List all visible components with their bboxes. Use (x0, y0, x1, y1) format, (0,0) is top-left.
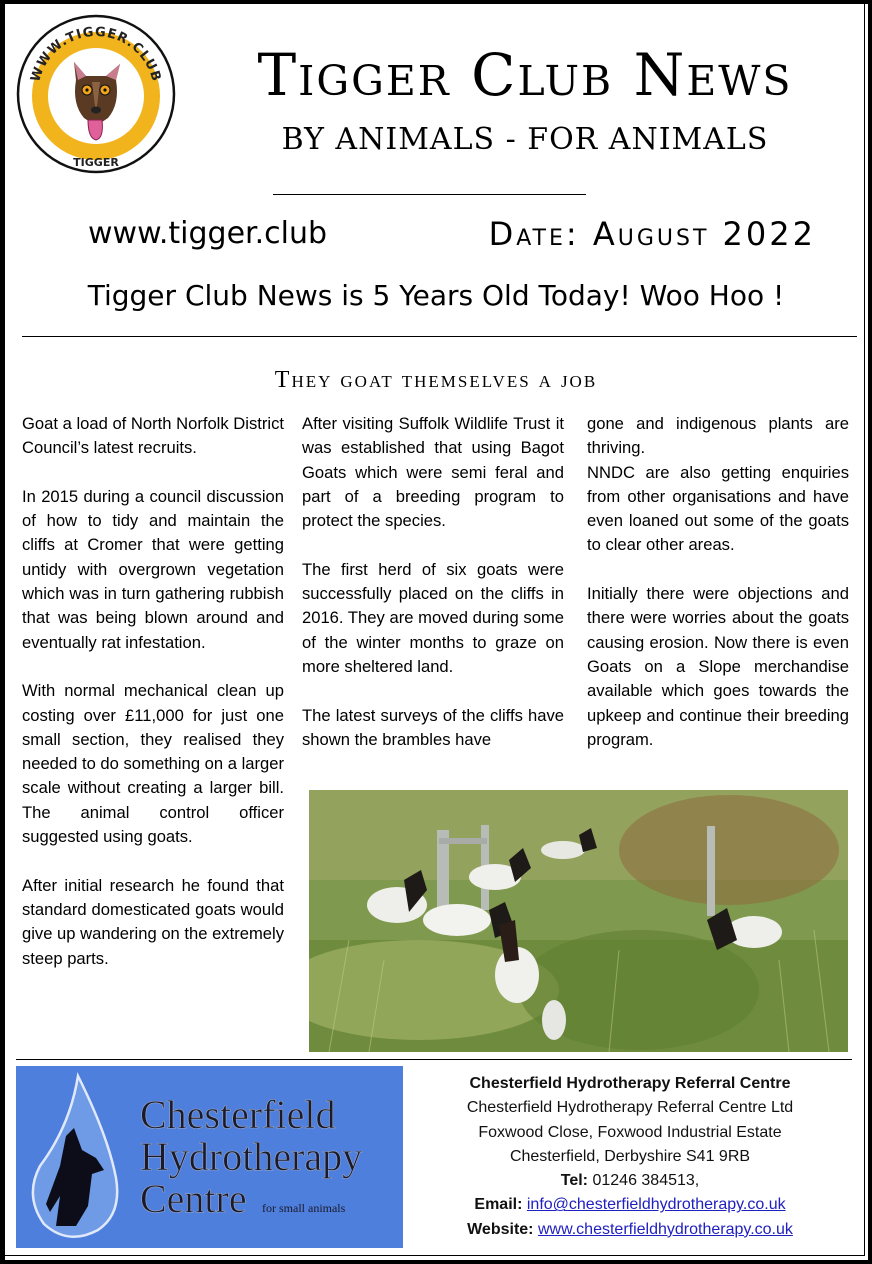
article-paragraph: NNDC are also getting enquiries from other organisations and have even loaned out some of the goats to clear other areas. (587, 462, 849, 555)
sponsor-company: Chesterfield Hydrotherapy Referral Centre Ltd (466, 1099, 794, 1117)
logo-ring-text-bottom: TIGGER (73, 156, 119, 169)
article-paragraph: With normal mechanical clean up costing over £11,000 for just one small section, they realised they needed to do something on a larger scale without creating a larger bill. The animal control officer suggested using goats. (22, 681, 284, 847)
page-border-top (0, 0, 872, 4)
anniversary-banner: Tigger Club News is 5 Years Old Today! Woo Hoo ! (87, 279, 785, 312)
tel-label: Tel: (560, 1172, 589, 1190)
article-paragraph: Goat a load of North Norfolk District Council’s latest recruits. (22, 414, 284, 458)
page-border-bottom (0, 1260, 872, 1264)
issue-date: Date: August 2022 (488, 215, 816, 253)
title-divider (273, 194, 586, 195)
footer-divider (16, 1059, 852, 1060)
page-border-bottom-inner (5, 1255, 865, 1256)
sponsor-tel (420, 1169, 840, 1193)
article-headline: They goat themselves a job (274, 367, 598, 393)
article-column-3 (587, 412, 849, 776)
page-border-right-inner (864, 4, 865, 1256)
header-divider (22, 336, 857, 337)
newsletter-title: Tigger Club News (257, 41, 793, 109)
article-paragraph: The latest surveys of the cliffs have shown the brambles have (302, 705, 564, 749)
sponsor-address-line-1: Foxwood Close, Foxwood Industrial Estate (478, 1123, 782, 1141)
svg-text:TIGGER (73, 156, 119, 169)
website-label: Website: (467, 1220, 534, 1238)
newsletter-subtitle: BY ANIMALS - FOR ANIMALS (281, 122, 769, 157)
goats-on-cliff-photo (309, 790, 848, 1052)
page-border-right (868, 0, 872, 1264)
article-paragraph: The first herd of six goats were successfully placed on the cliffs in 2016. They are moved during some of the winter months to graze on more sheltered land. (302, 559, 564, 676)
sponsor-address-line-2: Chesterfield, Derbyshire S41 9RB (509, 1147, 751, 1165)
article-paragraph: Initially there were objections and there were worries about the goats causing erosion. Now there is even Goats on a Slope merchandise available which goes towards the upkeep and continue their breeding program. (587, 584, 849, 749)
logo-ring-text-top: WWW.TIGGER.CLUB (28, 24, 164, 84)
sponsor-email (420, 1193, 840, 1217)
tel-number: 01246 384513, (592, 1172, 700, 1190)
sponsor-logo-line-3: Centre (140, 1176, 247, 1221)
article-paragraph: After initial research he found that standard domesticated goats would give up wandering on the extremely steep parts. (22, 875, 284, 968)
sponsor-website (420, 1218, 840, 1242)
article-column-2 (302, 412, 564, 776)
email-label: Email: (474, 1196, 523, 1214)
sponsor-logo-tagline: for small animals (262, 1201, 346, 1215)
page-border-left (0, 0, 5, 1264)
email-link[interactable]: info@chesterfieldhydrotherapy.co.uk (526, 1196, 786, 1214)
sponsor-name: Chesterfield Hydrotherapy Referral Centre (469, 1075, 791, 1092)
website-link[interactable]: www.tigger.club (88, 216, 328, 251)
article-paragraph: After visiting Suffolk Wildlife Trust it was established that using Bagot Goats which were semi feral and part of a breeding program to protect the species. (302, 414, 564, 531)
article-column-1 (22, 412, 284, 995)
article-paragraph: gone and indigenous plants are thriving. (587, 414, 849, 458)
sponsor-logo-line-1: Chesterfield (140, 1092, 336, 1137)
sponsor-logo-line-2: Hydrotherapy (140, 1134, 363, 1179)
article-paragraph: In 2015 during a council discussion of how to tidy and maintain the cliffs at Cromer that were getting untidy with overgrown vegetation which was in turn gathering rubbish that was being blown around and eventually rat infestation. (22, 486, 284, 652)
tigger-club-logo (16, 14, 176, 174)
sponsor-contact (420, 1072, 840, 1242)
website-link-sponsor[interactable]: www.chesterfieldhydrotherapy.co.uk (537, 1220, 793, 1238)
chesterfield-hydrotherapy-logo[interactable] (16, 1066, 403, 1248)
